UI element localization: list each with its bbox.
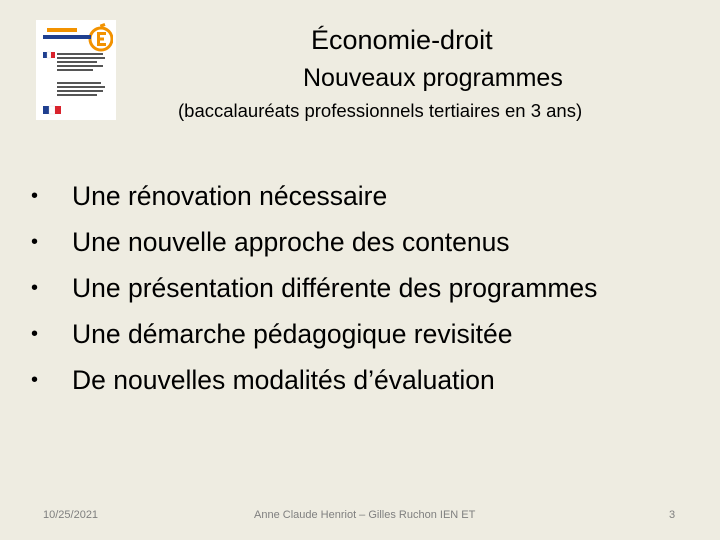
bullet-item xyxy=(28,176,597,222)
slide-subtitle: Nouveaux programmes xyxy=(303,64,563,92)
bullet-dot: • xyxy=(31,277,39,299)
bullet-text: Une nouvelle approche des contenus xyxy=(72,227,510,257)
footer-date: 10/25/2021 xyxy=(43,509,99,521)
bullet-list xyxy=(28,176,597,406)
bullet-dot: • xyxy=(31,323,39,345)
footer-author: Anne Claude Henriot – Gilles Ruchon IEN ET xyxy=(254,509,476,521)
slide-subsubtitle: (baccalauréats professionnels tertiaires en 3 ans) xyxy=(178,100,583,121)
bullet-item xyxy=(28,360,597,406)
footer-page-number: 3 xyxy=(669,509,676,521)
academy-logo xyxy=(36,20,116,120)
bullet-dot: • xyxy=(31,185,39,207)
slide-title: Économie-droit xyxy=(311,25,493,55)
bullet-text: Une rénovation nécessaire xyxy=(72,181,388,211)
bullet-text: Une démarche pédagogique revisitée xyxy=(72,319,513,349)
bullet-item xyxy=(28,222,597,268)
bullet-dot: • xyxy=(31,369,39,391)
bullet-item xyxy=(28,268,597,314)
academy-logo-graphic xyxy=(39,22,113,118)
bullet-text: De nouvelles modalités d’évaluation xyxy=(72,365,495,395)
bullet-dot: • xyxy=(31,231,39,253)
bullet-item xyxy=(28,314,597,360)
bullet-text: Une présentation différente des programmes xyxy=(72,273,598,303)
